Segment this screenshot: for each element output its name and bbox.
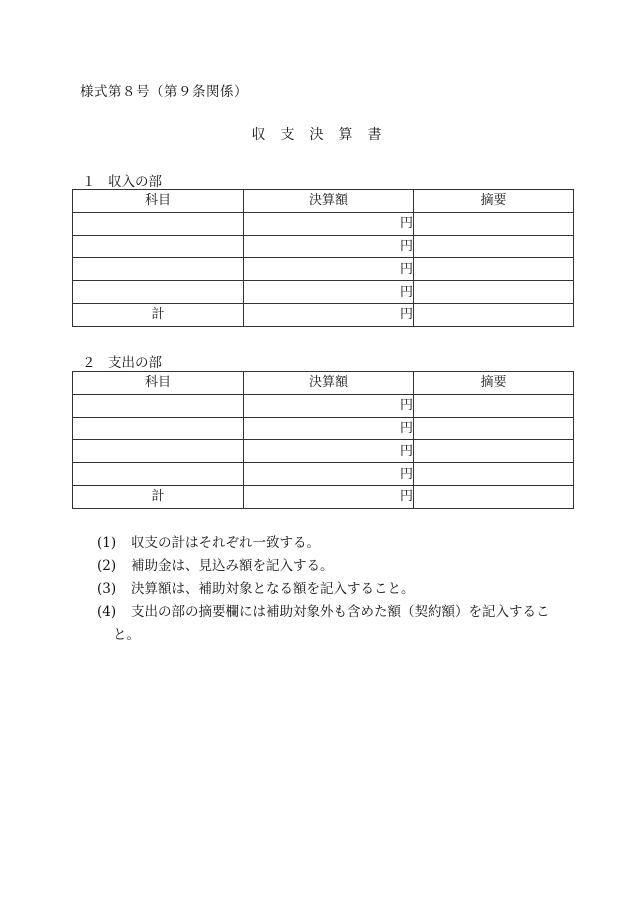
note-marker: (4) <box>97 604 117 620</box>
section-heading-expense <box>82 351 162 371</box>
remarks-cell[interactable] <box>414 281 574 304</box>
section-title: 収入の部 <box>108 174 162 190</box>
table-header-row <box>73 372 574 395</box>
header-amount: 決算額 <box>244 372 414 395</box>
note-item <box>97 555 567 578</box>
subject-cell[interactable] <box>73 281 244 304</box>
section-number: ２ <box>82 355 96 371</box>
subject-cell[interactable] <box>73 235 244 258</box>
subject-cell[interactable] <box>73 394 244 417</box>
remarks-cell[interactable] <box>414 212 574 235</box>
note-item <box>97 601 567 624</box>
remarks-cell[interactable] <box>414 258 574 281</box>
total-remarks-cell[interactable] <box>414 303 574 326</box>
subject-cell[interactable] <box>73 463 244 486</box>
section-heading-income <box>82 170 162 190</box>
expense-table <box>72 371 574 509</box>
table-row <box>73 258 574 281</box>
subject-cell[interactable] <box>73 258 244 281</box>
total-amount-cell[interactable]: 円 <box>244 485 414 508</box>
note-marker: (1) <box>97 535 117 551</box>
total-row <box>73 303 574 326</box>
note-text: 支出の部の摘要欄には補助対象外も含めた額（契約額）を記入するこ <box>131 604 550 620</box>
note-marker: (3) <box>97 581 117 597</box>
table-row <box>73 463 574 486</box>
total-row <box>73 485 574 508</box>
section-title: 支出の部 <box>108 355 162 371</box>
notes-list <box>97 532 567 647</box>
amount-cell[interactable]: 円 <box>244 440 414 463</box>
table-row <box>73 235 574 258</box>
note-continuation: と。 <box>113 627 140 643</box>
income-table <box>72 189 574 327</box>
table-row <box>73 281 574 304</box>
subject-cell[interactable] <box>73 440 244 463</box>
note-text: 決算額は、補助対象となる額を記入すること。 <box>131 581 415 597</box>
table-row <box>73 440 574 463</box>
amount-cell[interactable]: 円 <box>244 258 414 281</box>
header-subject: 科目 <box>73 372 244 395</box>
table-row <box>73 417 574 440</box>
remarks-cell[interactable] <box>414 440 574 463</box>
remarks-cell[interactable] <box>414 235 574 258</box>
header-remarks: 摘要 <box>414 372 574 395</box>
table-row <box>73 394 574 417</box>
form-number: 様式第８号（第９条関係） <box>80 84 248 100</box>
amount-cell[interactable]: 円 <box>244 281 414 304</box>
document-title: 収支決算書 <box>251 127 397 143</box>
header-remarks: 摘要 <box>414 190 574 213</box>
note-item <box>97 532 567 555</box>
header-subject: 科目 <box>73 190 244 213</box>
note-item <box>97 578 567 601</box>
remarks-cell[interactable] <box>414 463 574 486</box>
amount-cell[interactable]: 円 <box>244 417 414 440</box>
note-text: 収支の計はそれぞれ一致する。 <box>131 535 320 551</box>
total-label: 計 <box>73 485 244 508</box>
total-amount-cell[interactable]: 円 <box>244 303 414 326</box>
section-number: １ <box>82 174 96 190</box>
table-header-row <box>73 190 574 213</box>
subject-cell[interactable] <box>73 417 244 440</box>
amount-cell[interactable]: 円 <box>244 394 414 417</box>
note-text: 補助金は、見込み額を記入する。 <box>131 558 334 574</box>
table-row <box>73 212 574 235</box>
subject-cell[interactable] <box>73 212 244 235</box>
note-marker: (2) <box>97 558 117 574</box>
amount-cell[interactable]: 円 <box>244 212 414 235</box>
header-amount: 決算額 <box>244 190 414 213</box>
amount-cell[interactable]: 円 <box>244 235 414 258</box>
amount-cell[interactable]: 円 <box>244 463 414 486</box>
remarks-cell[interactable] <box>414 417 574 440</box>
total-label: 計 <box>73 303 244 326</box>
remarks-cell[interactable] <box>414 394 574 417</box>
total-remarks-cell[interactable] <box>414 485 574 508</box>
